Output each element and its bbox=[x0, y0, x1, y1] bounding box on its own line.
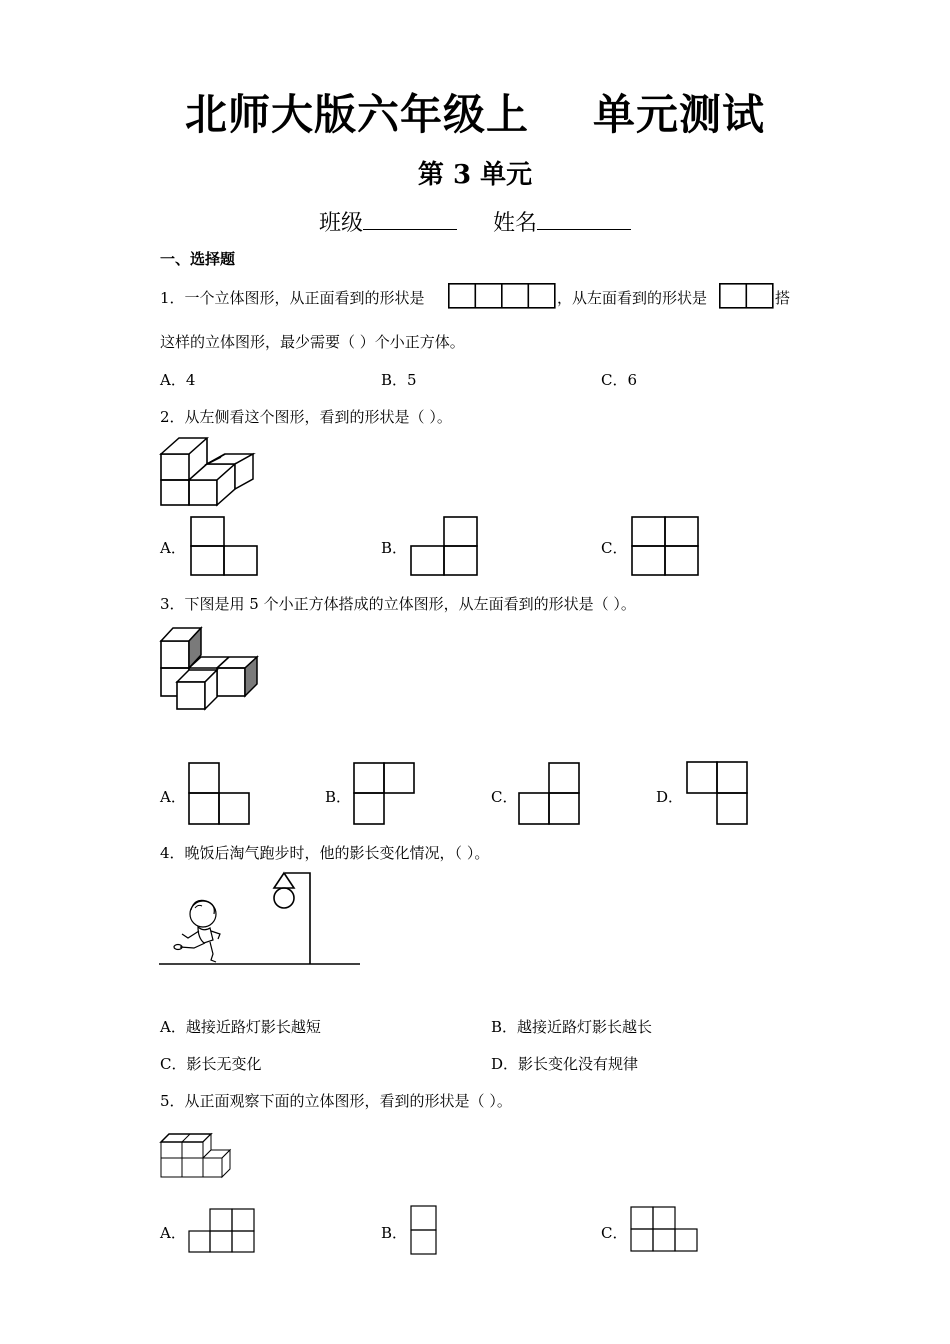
name-label: 姓名 bbox=[493, 211, 538, 236]
question-5-stem: 5．从正面观察下面的立体图形，看到的形状是（ ）。 bbox=[160, 1092, 512, 1110]
q2-option-a-figure[interactable] bbox=[190, 516, 260, 576]
q2-option-b[interactable]: B． bbox=[381, 539, 408, 557]
q4-option-a[interactable]: A．越接近路灯影长越短 bbox=[160, 1018, 321, 1036]
name-blank[interactable] bbox=[537, 207, 631, 230]
q3-option-a[interactable]: A． bbox=[160, 788, 186, 806]
q1-option-a[interactable]: A．4 bbox=[160, 371, 196, 389]
q4-option-b[interactable]: B．越接近路灯影长越长 bbox=[491, 1018, 653, 1036]
q1-option-b[interactable]: B．5 bbox=[381, 371, 417, 389]
q5-option-c-figure[interactable] bbox=[630, 1206, 700, 1254]
q3-option-d[interactable]: D． bbox=[656, 788, 684, 806]
section-title: 一、选择题 bbox=[160, 250, 236, 268]
question-1-stem-a: 1．一个立体图形，从正面看到的形状是 bbox=[160, 289, 425, 307]
q5-option-a-figure[interactable] bbox=[188, 1208, 258, 1254]
q1-front-view-figure bbox=[448, 283, 556, 309]
question-1-stem-c: 搭 bbox=[775, 289, 791, 307]
q5-option-a[interactable]: A． bbox=[160, 1224, 186, 1242]
class-name-line bbox=[0, 206, 950, 237]
q1-left-view-figure bbox=[719, 283, 775, 309]
q1-option-c[interactable]: C．6 bbox=[601, 371, 638, 389]
q4-option-c[interactable]: C．影长无变化 bbox=[160, 1055, 262, 1073]
q5-solid-figure bbox=[160, 1132, 235, 1182]
class-blank[interactable] bbox=[363, 207, 457, 230]
unit-subtitle: 第 3 单元 bbox=[417, 160, 533, 190]
q2-option-a[interactable]: A． bbox=[160, 539, 186, 557]
q4-runner-lamp-figure bbox=[158, 868, 363, 968]
q2-option-c[interactable]: C． bbox=[601, 539, 628, 557]
q2-option-b-figure[interactable] bbox=[410, 516, 480, 576]
q4-option-d[interactable]: D．影长变化没有规律 bbox=[491, 1055, 639, 1073]
question-4-stem: 4．晚饭后淘气跑步时，他的影长变化情况，（ ）。 bbox=[160, 844, 490, 862]
q3-option-d-figure[interactable] bbox=[686, 761, 750, 827]
question-1-stem-b: ，从左面看到的形状是 bbox=[557, 289, 708, 307]
q3-option-c-figure[interactable] bbox=[518, 762, 582, 826]
class-label: 班级 bbox=[318, 211, 363, 236]
question-3-stem: 3．下图是用 5 个小正方体搭成的立体图形，从左面看到的形状是（ ）。 bbox=[160, 595, 636, 613]
q5-option-b[interactable]: B． bbox=[381, 1224, 408, 1242]
q3-option-c[interactable]: C． bbox=[491, 788, 518, 806]
q2-option-c-figure[interactable] bbox=[631, 516, 701, 576]
q3-option-b[interactable]: B． bbox=[325, 788, 352, 806]
q3-option-a-figure[interactable] bbox=[188, 762, 252, 826]
question-1-stem-line2: 这样的立体图形，最少需要（ ）个小正方体。 bbox=[160, 333, 465, 351]
q5-option-b-figure[interactable] bbox=[410, 1205, 440, 1257]
q3-solid-figure bbox=[160, 627, 260, 712]
question-2-stem: 2．从左侧看这个图形，看到的形状是（ ）。 bbox=[160, 408, 452, 426]
title-right: 单元测试 bbox=[593, 90, 766, 139]
running-child-icon bbox=[174, 900, 220, 962]
title-left: 北师大版六年级上 bbox=[184, 90, 529, 139]
page-title bbox=[0, 82, 950, 142]
q3-option-b-figure[interactable] bbox=[353, 762, 417, 826]
q5-option-c[interactable]: C． bbox=[601, 1224, 628, 1242]
q2-solid-figure bbox=[160, 437, 260, 507]
